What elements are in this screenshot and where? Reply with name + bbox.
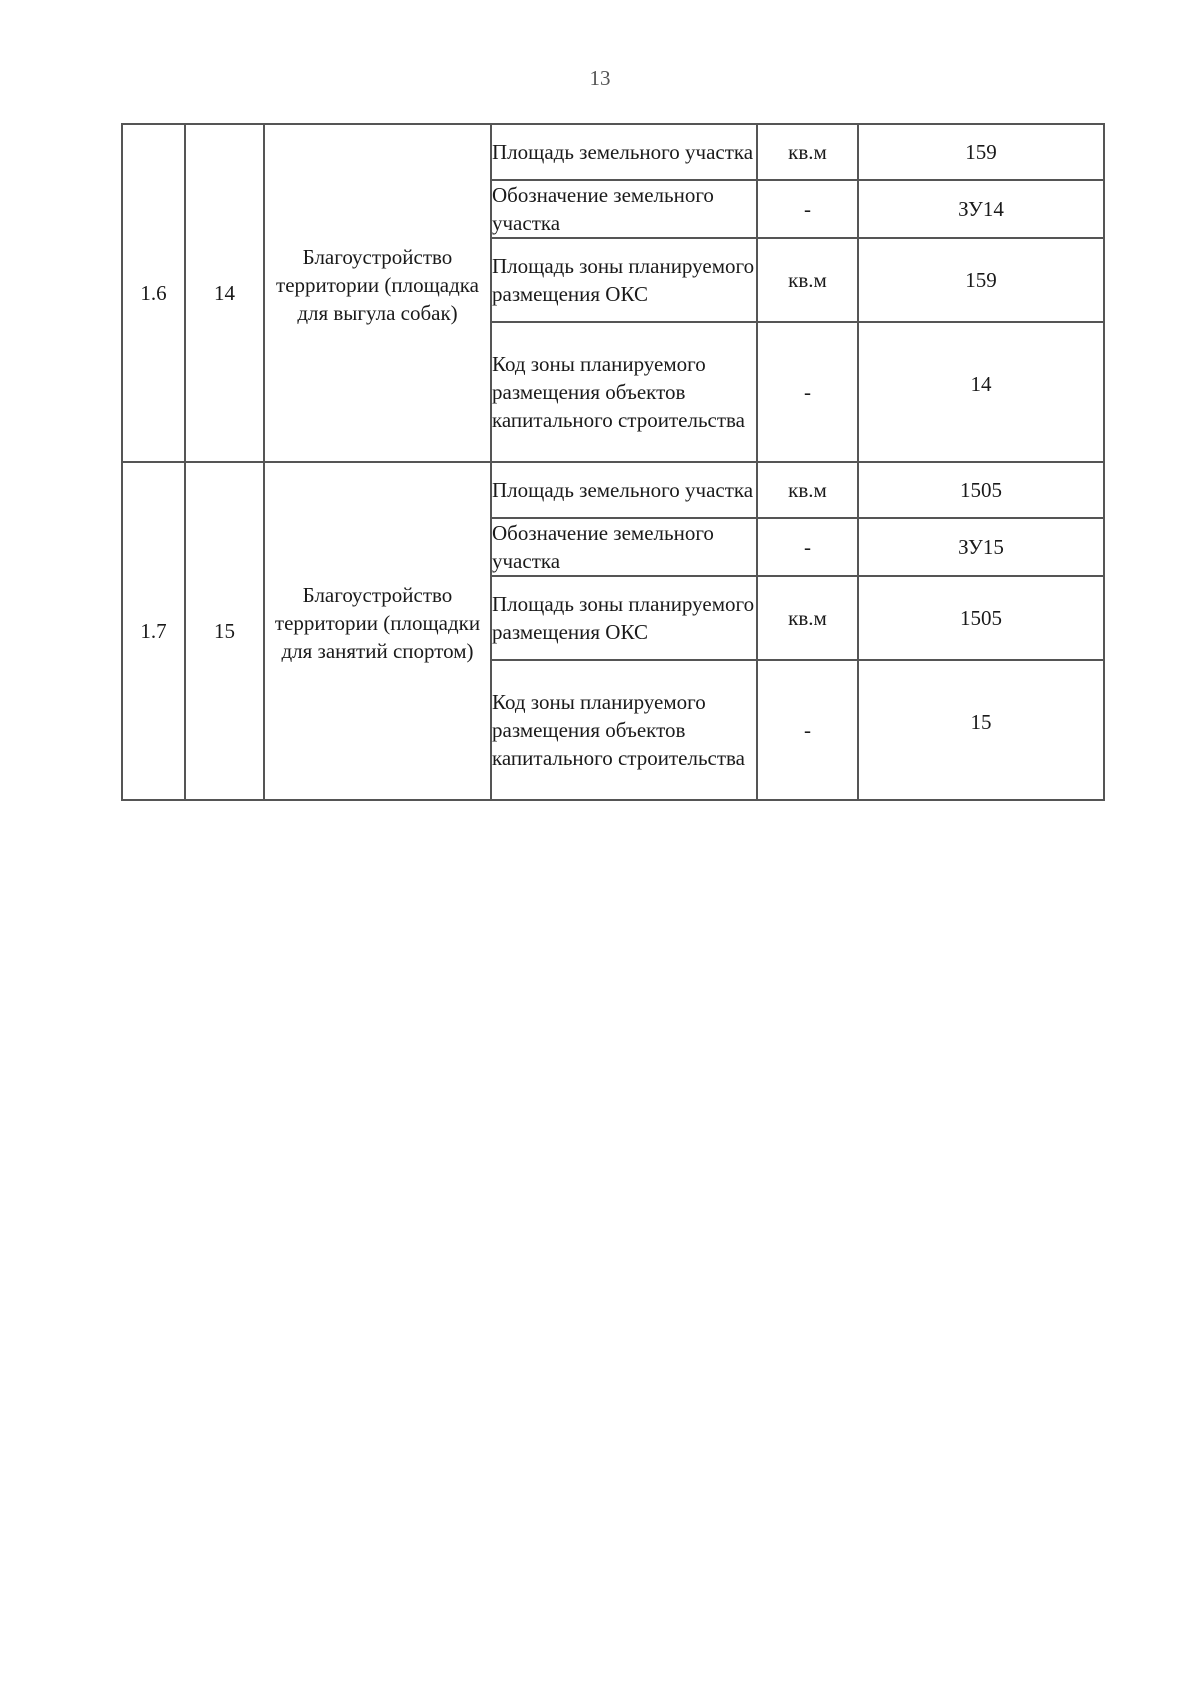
item-index-cell: 1.6 (122, 124, 185, 462)
parameter-cell: Площадь зоны планируемого размещения ОКС (491, 238, 757, 322)
value-cell: 159 (858, 124, 1104, 180)
item-index-cell: 1.7 (122, 462, 185, 800)
value-cell: ЗУ15 (858, 518, 1104, 576)
unit-cell: - (757, 322, 858, 462)
value-cell: ЗУ14 (858, 180, 1104, 238)
parameter-cell: Код зоны планируемого размещения объектов капитального строительства (491, 660, 757, 800)
value-cell: 159 (858, 238, 1104, 322)
unit-cell: - (757, 518, 858, 576)
parameter-cell: Площадь земельного участка (491, 124, 757, 180)
unit-cell: кв.м (757, 238, 858, 322)
unit-cell: кв.м (757, 462, 858, 518)
parameter-cell: Площадь земельного участка (491, 462, 757, 518)
unit-cell: кв.м (757, 124, 858, 180)
object-name-cell: Благоустройство территории (площадки для занятий спортом) (264, 462, 491, 800)
parameter-cell: Обозначение земельного участка (491, 180, 757, 238)
table-row (122, 124, 1104, 180)
unit-cell: кв.м (757, 576, 858, 660)
page-number: 13 (589, 66, 611, 90)
zone-number-cell: 15 (185, 462, 264, 800)
value-cell: 1505 (858, 462, 1104, 518)
parameter-cell: Код зоны планируемого размещения объектов капитального строительства (491, 322, 757, 462)
value-cell: 14 (858, 322, 1104, 462)
unit-cell: - (757, 660, 858, 800)
zone-number-cell: 14 (185, 124, 264, 462)
land-parcel-table (121, 123, 1105, 801)
parameter-cell: Обозначение земельного участка (491, 518, 757, 576)
parameter-cell: Площадь зоны планируемого размещения ОКС (491, 576, 757, 660)
value-cell: 15 (858, 660, 1104, 800)
value-cell: 1505 (858, 576, 1104, 660)
unit-cell: - (757, 180, 858, 238)
table-row (122, 462, 1104, 518)
object-name-cell: Благоустройство территории (площадка для выгула собак) (264, 124, 491, 462)
